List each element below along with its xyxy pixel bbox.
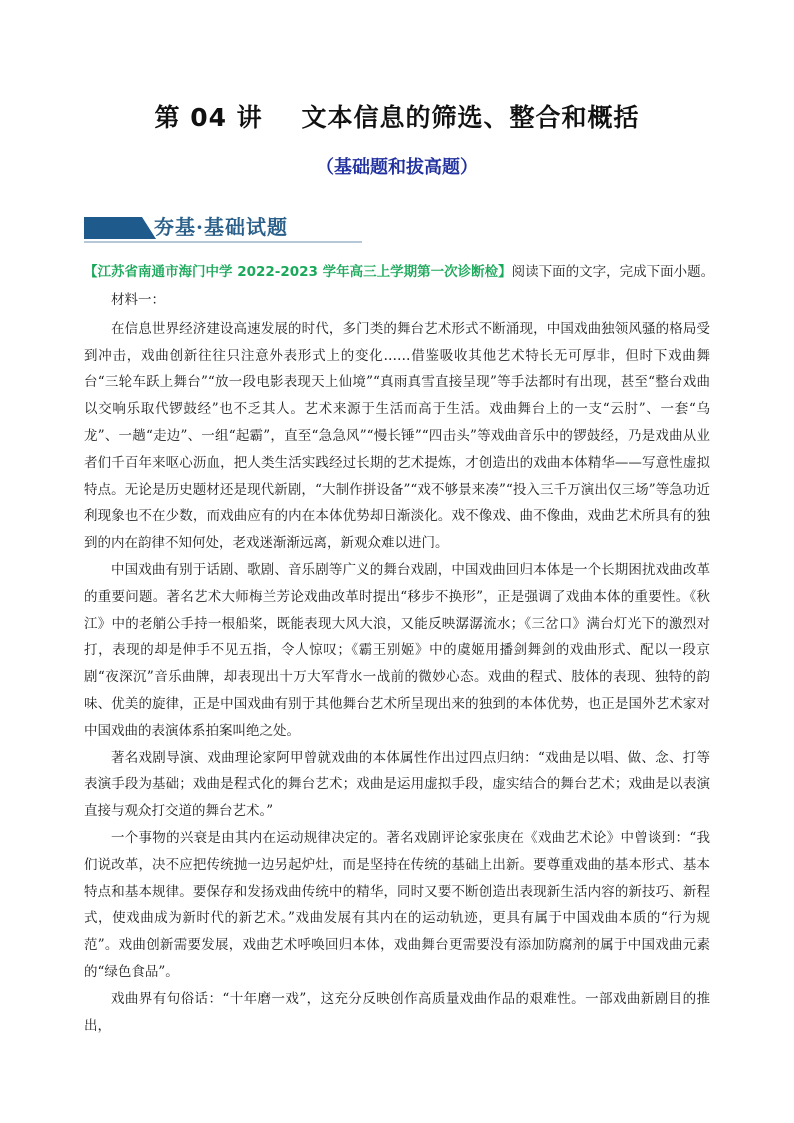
article-paragraph: 戏曲界有句俗话：“十年磨一戏”，这充分反映创作高质量戏曲作品的艰难性。一部戏曲新剧目的推出， [84,990,710,1034]
source-instruction: 阅读下面的文字，完成下面小题。 [511,264,715,280]
material-label: 材料一： [111,292,165,308]
article-body [84,287,710,1039]
question-source [84,262,724,282]
section-banner [84,205,364,245]
article-paragraph: 中国戏曲有别于话剧、歌剧、音乐剧等广义的舞台戏剧，中国戏曲回归本体是一个长期困扰戏曲改革的重要问题。著名艺术大师梅兰芳论戏曲改革时提出“移步不换形”，正是强调了戏曲本体的重要性。《秋江》中的老艄公手持一根船桨，既能表现大风大浪，又能反映潺潺流水；《三岔口》满台灯光下的激烈对打，表现的却是伸手不见五指，令人惊叹；《霸王别姬》中的虞姬用播剑舞剑的戏曲形式、配以一段京剧“夜深沉”音乐曲牌，却表现出十万大军背水一战前的微妙心态。戏曲的程式、肢体的表现、独特的韵味、优美的旋律，正是中国戏曲有别于其他舞台艺术所呈现出来的独到的本体优势，也正是国外艺术家对中国戏曲的表演体系拍案叫绝之处。 [84,561,710,739]
section-title: 夯基·基础试题 [154,215,288,239]
lecture-title: 第 04 讲 文本信息的筛选、整合和概括 [154,103,640,132]
banner-accent-block [84,217,156,239]
article-paragraph: 在信息世界经济建设高速发展的时代，多门类的舞台艺术形式不断涌现，中国戏曲独领风骚的格局受到冲击，戏曲创新往往只注意外表形式上的变化……借鉴吸收其他艺术特长无可厚非，但时下戏曲舞台“三轮车跃上舞台”“放一段电影表现天上仙境”“真雨真雪直接呈现”等手法都时有出现，甚至“整台戏曲以交响乐取代锣鼓经”也不乏其人。艺术来源于生活而高于生活。戏曲舞台上的一支“云肘”、一套“乌龙”、一趟“走边”、一组“起霸”，直至“急急风”“慢长锤”“四击头”等戏曲音乐中的锣鼓经，乃是戏曲从业者们千百年来呕心沥血，把人类生活实践经过长期的艺术提炼，才创造出的戏曲本体精华——写意性虚拟特点。无论是历史题材还是现代新剧，“大制作拼设备”“戏不够景来凑”“投入三千万演出仅三场”等急功近利现象也不在少数，而戏曲应有的内在本体优势却日渐淡化。戏不像戏、曲不像曲，戏曲艺术所具有的独到的内在韵律不知何处，老戏迷渐渐远离，新观众难以进门。 [84,320,710,552]
lecture-subtitle: （基础题和拔高题） [316,157,478,178]
article-paragraph: 一个事物的兴衰是由其内在运动规律决定的。著名戏剧评论家张庚在《戏曲艺术论》中曾谈到：“我们说改革，决不应把传统抛一边另起炉灶，而是坚持在传统的基础上出新。要尊重戏曲的基本形式、基本特点和基本规律。要保存和发扬戏曲传统中的精华，同时又要不断创造出表现新生活内容的新技巧、新程式，使戏曲成为新时代的新艺术。”戏曲发展有其内在的运动轨迹，更具有属于中国戏曲本质的“行为规范”。戏曲创新需要发展，戏曲艺术呼唤回归本体，戏曲舞台更需要没有添加防腐剂的属于中国戏曲元素的“绿色食品”。 [84,829,710,980]
source-tag: 【江苏省南通市海门中学 2022-2023 学年高三上学期第一次诊断检】 [84,264,512,280]
article-paragraph: 著名戏剧导演、戏曲理论家阿甲曾就戏曲的本体属性作出过四点归纳：“戏曲是以唱、做、念、打等表演手段为基础；戏曲是程式化的舞台艺术；戏曲是运用虚拟手段，虚实结合的舞台艺术；戏曲是以表演直接与观众打交道的舞台艺术。” [84,749,710,820]
